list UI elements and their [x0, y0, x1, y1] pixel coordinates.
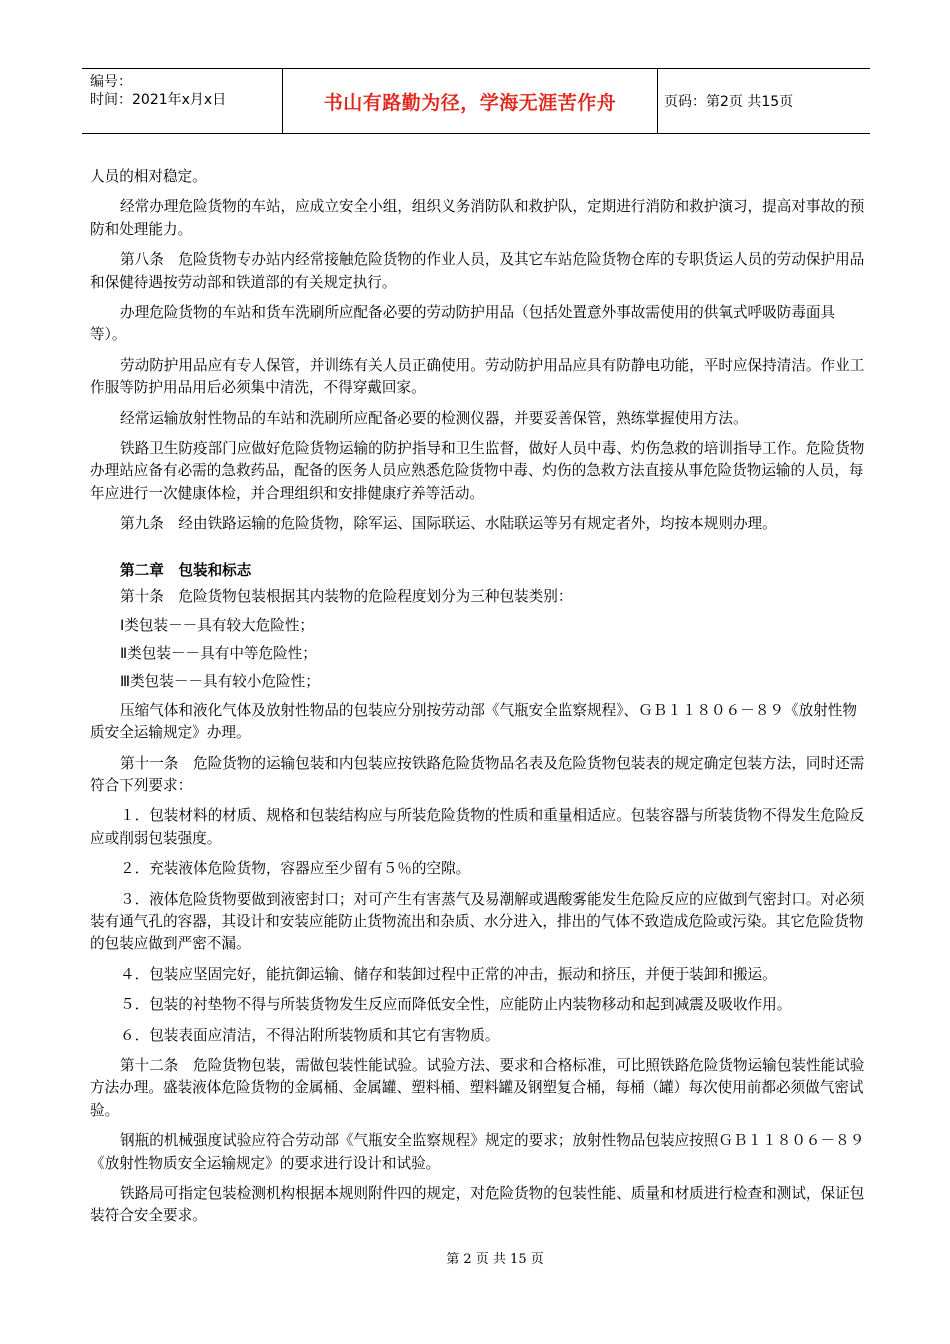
paragraph: 经常办理危险货物的车站，应成立安全小组，组织义务消防队和救护队，定期进行消防和救护演习，提高对事故的预防和处理能力。 [90, 198, 865, 238]
paragraph: 钢瓶的机械强度试验应符合劳动部《气瓶安全监察规程》规定的要求；放射性物品包装应按照ＧＢ１１８０６－８９《放射性物质安全运输规定》的要求进行设计和试验。 [90, 1132, 865, 1172]
paragraph: 人员的相对稳定。 [90, 168, 207, 185]
paragraph: 经常运输放射性物品的车站和洗刷所应配备必要的检测仪器，并要妥善保管，熟练掌握使用方法。 [120, 409, 748, 427]
header-page-code: 页码：第2页 共15页 [664, 94, 794, 110]
article-11: 第十一条 危险货物的运输包装和内包装应按铁路危险货物品名表及危险货物包装表的规定确定包装方法，同时还需符合下列要求： [90, 754, 865, 794]
paragraph: 劳动防护用品应有专人保管，并训练有关人员正确使用。劳动防护用品应具有防静电功能，平时应保持清洁。作业工作服等防护用品用后必须集中清洗，不得穿戴回家。 [90, 356, 865, 397]
paragraph: 办理危险货物的车站和货车洗刷所应配备必要的劳动防护用品（包括处置意外事故需使用的供氧式呼吸防毒面具等）。 [90, 304, 836, 344]
list-item: ５．包装的衬垫物不得与所装货物发生反应而降低安全性，应能防止内装物移动和起到减震及吸收作用。 [120, 996, 792, 1014]
header-meta [82, 69, 283, 133]
article-12: 第十二条 危险货物包装，需做包装性能试验。试验方法、要求和合格标准，可比照铁路危险货物运输包装性能试验方法办理。盛装液体危险货物的金属桶、金属罐、塑料桶、塑料罐及钢塑复合桶，每桶（罐）每次使用前都必须做气密试验。 [90, 1057, 865, 1119]
section-gap [90, 544, 870, 560]
chapter-title: 第二章 包装和标志 [120, 561, 252, 579]
list-item: １．包装材料的材质、规格和包装结构应与所装危险货物的性质和重量相适应。包装容器与所装货物不得发生危险反应或削弱包装强度。 [90, 807, 865, 847]
paragraph: 铁路卫生防疫部门应做好危险货物运输的防护指导和卫生监督，做好人员中毒、灼伤急救的培训指导工作。危险货物办理站应备有必需的急救药品，配备的医务人员应熟悉危险货物中毒、灼伤的急救方法直接从事危险货物运输的人员，每年应进行一次健康体检，并合理组织和安排健康疗养等活动。 [90, 440, 865, 502]
document-number-label: 编号： [90, 74, 132, 90]
list-item: Ⅱ类包装－－具有中等危险性； [120, 644, 317, 662]
document-body [90, 166, 870, 1236]
list-item: ２．充装液体危险货物，容器应至少留有５％的空隙。 [120, 860, 471, 878]
paragraph: 压缩气体和液化气体及放射性物品的包装应分别按劳动部《气瓶安全监察规程》、ＧＢ１１８０６－８９《放射性物质安全运输规定》办理。 [90, 701, 857, 742]
list-item: Ⅲ类包装－－具有较小危险性； [120, 673, 320, 691]
list-item: ６．包装表面应清洁，不得沾附所装物质和其它有害物质。 [120, 1026, 500, 1044]
article-8: 第八条 危险货物专办站内经常接触危险货物的作业人员，及其它车站危险货物仓库的专职货运人员的劳动保护用品和保健待遇按劳动部和铁道部的有关规定执行。 [90, 251, 865, 291]
document-time: 时间：2021年x月x日 [90, 92, 227, 108]
paragraph: 铁路局可指定包装检测机构根据本规则附件四的规定，对危险货物的包装性能、质量和材质进行检查和测试，保证包装符合安全要求。 [90, 1185, 865, 1225]
article-9: 第九条 经由铁路运输的危险货物，除军运、国际联运、水陆联运等另有规定者外，均按本规则办理。 [120, 515, 777, 533]
list-item: ３．液体危险货物要做到液密封口；对可产生有害蒸气及易潮解或遇酸雾能发生危险反应的应做到气密封口。对必须装有通气孔的容器，其设计和安装应能防止货物流出和杂质、水分进入，排出的气体不致造成危险或污染。其它危险货物的包装应做到严密不漏。 [90, 890, 865, 953]
article-10: 第十条 危险货物包装根据其内装物的危险程度划分为三种包装类别： [120, 588, 573, 606]
page-header [82, 68, 870, 134]
list-item: ４．包装应坚固完好，能抗御运输、储存和装卸过程中正常的冲击，振动和挤压，并便于装卸和搬运。 [120, 965, 777, 983]
header-motto: 书山有路勤为径，学海无涯苦作舟 [283, 69, 658, 133]
list-item: Ⅰ类包装－－具有较大危险性； [120, 616, 315, 634]
page-footer: 第 2 页 共 15 页 [446, 1252, 544, 1267]
